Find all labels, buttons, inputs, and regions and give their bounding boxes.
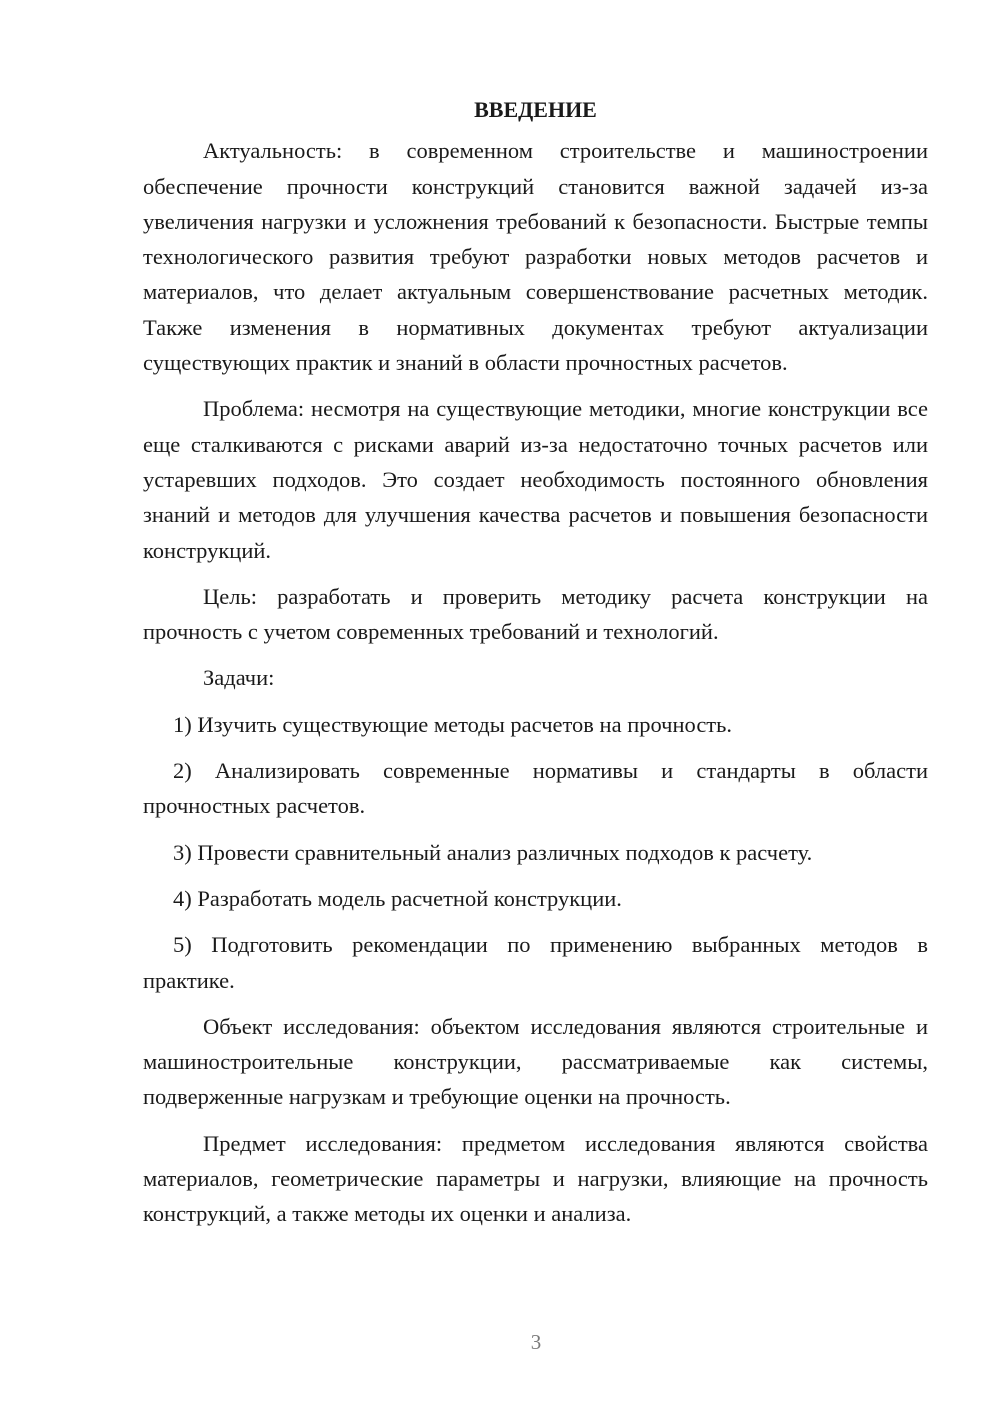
task-item-4: 4) Разработать модель расчетной конструкции.	[173, 885, 622, 911]
tasks-heading: Задачи:	[203, 665, 275, 691]
section-title: ВВЕДЕНИЕ	[474, 97, 597, 122]
document-body	[143, 92, 928, 1243]
task-item-1: 1) Изучить существующие методы расчетов на прочность.	[173, 711, 733, 737]
research-object-paragraph: Объект исследования: объектом исследования являются строительные и машиностроительные конструкции, рассматриваемые как системы, подверженные нагрузкам и требующие оценки на прочность.	[143, 1013, 928, 1110]
relevance-paragraph: Актуальность: в современном строительстве и машиностроении обеспечение прочности конструкций становится важной задачей из-за увеличения нагрузки и усложнения требований к безопасности. Быстрые темпы технологического развития требуют разработки новых методов расчетов и материалов, что делает актуальным совершенствование расчетных методик. Также изменения в нормативных документах требуют актуализации существующих практик и знаний в области прочностных расчетов.	[143, 138, 928, 376]
task-item-2: 2) Анализировать современные нормативы и стандарты в области прочностных расчетов.	[143, 758, 928, 819]
task-item-3: 3) Провести сравнительный анализ различных подходов к расчету.	[173, 839, 813, 865]
task-item-5: 5) Подготовить рекомендации по применению выбранных методов в практике.	[143, 932, 928, 993]
goal-paragraph: Цель: разработать и проверить методику расчета конструкции на прочность с учетом современных требований и технологий.	[143, 583, 928, 645]
problem-paragraph: Проблема: несмотря на существующие методики, многие конструкции все еще сталкиваются с рисками аварий из-за недостаточно точных расчетов или устаревших подходов. Это создает необходимость постоянного обновления знаний и методов для улучшения качества расчетов и повышения безопасности конструкций.	[143, 396, 928, 563]
research-subject-paragraph: Предмет исследования: предметом исследования являются свойства материалов, геометрические параметры и нагрузки, влияющие на прочность конструкций, а также методы их оценки и анализа.	[143, 1130, 928, 1227]
page-number: 3	[530, 1330, 542, 1354]
